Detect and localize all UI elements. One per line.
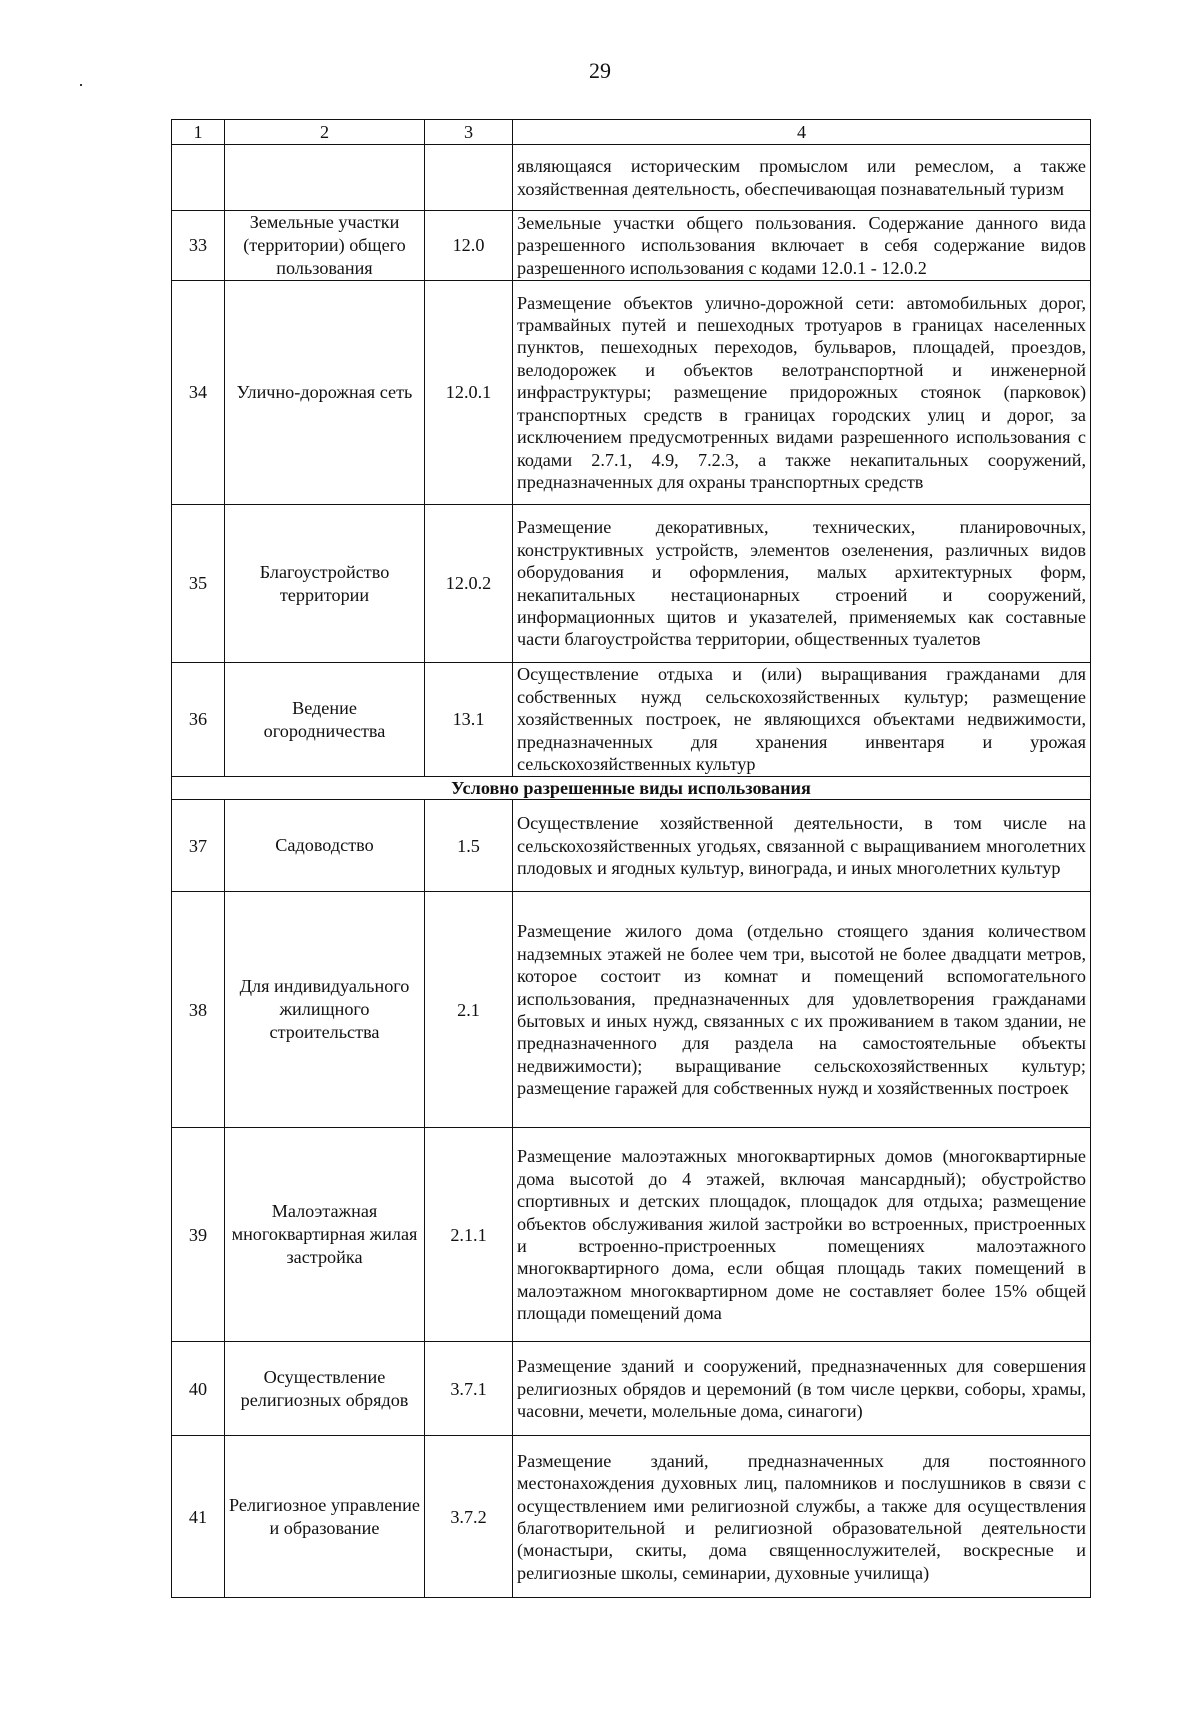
- land-use-table: [171, 119, 1091, 1598]
- row-number: 40: [172, 1342, 225, 1436]
- table-row-continuation: [172, 145, 1091, 211]
- column-number-row: [172, 120, 1091, 145]
- row-name: [225, 145, 425, 211]
- row-number: 36: [172, 663, 225, 777]
- table-row: [172, 281, 1091, 505]
- section-header-row: [172, 777, 1091, 800]
- row-description: Земельные участки общего пользования. Содержание данного вида разрешенного использования включает в себя содержание видов разрешенного использования с кодами 12.0.1 - 12.0.2: [513, 211, 1091, 281]
- row-number: [172, 145, 225, 211]
- scan-speck: [80, 84, 82, 86]
- row-name: Малоэтажная многоквартирная жилая застройка: [225, 1128, 425, 1342]
- row-code: 2.1.1: [425, 1128, 513, 1342]
- table-row: [172, 892, 1091, 1128]
- row-name: Религиозное управление и образование: [225, 1436, 425, 1598]
- row-name: Для индивидуального жилищного строительства: [225, 892, 425, 1128]
- row-description: Размещение декоративных, технических, планировочных, конструктивных устройств, элементов озеленения, различных видов оборудования и оформления, малых архитектурных форм, некапитальных нестационарных строений и сооружений, информационных щитов и указателей, применяемых как составные части благоустройства территории, общественных туалетов: [513, 505, 1091, 663]
- row-code: 13.1: [425, 663, 513, 777]
- row-number: 33: [172, 211, 225, 281]
- row-code: 1.5: [425, 800, 513, 892]
- row-description: Размещение объектов улично-дорожной сети: автомобильных дорог, трамвайных путей и пешеходных тротуаров в границах населенных пунктов, пешеходных переходов, бульваров, площадей, проездов, велодорожек и объектов велотранспортной и инженерной инфраструктуры; размещение придорожных стоянок (парковок) транспортных средств в границах городских улиц и дорог, за исключением предусмотренных видами разрешенного использования с кодами 2.7.1, 4.9, 7.2.3, а также некапитальных сооружений, предназначенных для охраны транспортных средств: [513, 281, 1091, 505]
- column-number-3: 3: [425, 120, 513, 145]
- row-description: Размещение зданий и сооружений, предназначенных для совершения религиозных обрядов и церемоний (в том числе церкви, соборы, храмы, часовни, мечети, молельные дома, синагоги): [513, 1342, 1091, 1436]
- table-row: [172, 505, 1091, 663]
- row-code: 12.0.2: [425, 505, 513, 663]
- row-number: 38: [172, 892, 225, 1128]
- row-number: 37: [172, 800, 225, 892]
- row-name: Благоустройство территории: [225, 505, 425, 663]
- row-code: 12.0: [425, 211, 513, 281]
- row-description: Осуществление отдыха и (или) выращивания гражданами для собственных нужд сельскохозяйственных культур; размещение хозяйственных построек, не являющихся объектами недвижимости, предназначенных для хранения инвентаря и урожая сельскохозяйственных культур: [513, 663, 1091, 777]
- table-row: [172, 800, 1091, 892]
- row-number: 39: [172, 1128, 225, 1342]
- row-description: Размещение малоэтажных многоквартирных домов (многоквартирные дома высотой до 4 этажей, включая мансардный); обустройство спортивных и детских площадок, площадок для отдыха; размещение объектов обслуживания жилой застройки во встроенных, пристроенных и встроенно-пристроенных помещениях малоэтажного многоквартирного дома, если общая площадь таких помещений в малоэтажном многоквартирном доме не составляет более 15% общей площади помещений дома: [513, 1128, 1091, 1342]
- column-number-2: 2: [225, 120, 425, 145]
- row-description: Размещение жилого дома (отдельно стоящего здания количеством надземных этажей не более чем три, высотой не более двадцати метров, которое состоит из комнат и помещений вспомогательного использования, предназначенных для удовлетворения гражданами бытовых и иных нужд, связанных с их проживанием в таком здании, не предназначенного для раздела на самостоятельные объекты недвижимости); выращивание сельскохозяйственных культур; размещение гаражей для собственных нужд и хозяйственных построек: [513, 892, 1091, 1128]
- row-name: Улично-дорожная сеть: [225, 281, 425, 505]
- table-row: [172, 1436, 1091, 1598]
- row-description: Осуществление хозяйственной деятельности, в том числе на сельскохозяйственных угодьях, связанной с выращиванием многолетних плодовых и ягодных культур, винограда, и иных многолетних культур: [513, 800, 1091, 892]
- column-number-1: 1: [172, 120, 225, 145]
- table-row: [172, 1342, 1091, 1436]
- row-number: 35: [172, 505, 225, 663]
- row-number: 41: [172, 1436, 225, 1598]
- row-name: Осуществление религиозных обрядов: [225, 1342, 425, 1436]
- row-code: 3.7.2: [425, 1436, 513, 1598]
- column-number-4: 4: [513, 120, 1091, 145]
- page-number: 29: [589, 58, 611, 83]
- row-description: являющаяся историческим промыслом или ремеслом, а также хозяйственная деятельность, обеспечивающая познавательный туризм: [513, 145, 1091, 211]
- table-row: [172, 211, 1091, 281]
- row-name: Ведение огородничества: [225, 663, 425, 777]
- row-code: [425, 145, 513, 211]
- row-code: 12.0.1: [425, 281, 513, 505]
- row-description: Размещение зданий, предназначенных для постоянного местонахождения духовных лиц, паломников и послушников в связи с осуществлением ими религиозной службы, а также для осуществления благотворительной и религиозной образовательной деятельности (монастыри, скиты, дома священнослужителей, воскресные и религиозные школы, семинарии, духовные училища): [513, 1436, 1091, 1598]
- section-title: Условно разрешенные виды использования: [172, 777, 1091, 800]
- row-code: 3.7.1: [425, 1342, 513, 1436]
- row-code: 2.1: [425, 892, 513, 1128]
- table-row: [172, 663, 1091, 777]
- row-name: Земельные участки (территории) общего пользования: [225, 211, 425, 281]
- row-name: Садоводство: [225, 800, 425, 892]
- row-number: 34: [172, 281, 225, 505]
- table-row: [172, 1128, 1091, 1342]
